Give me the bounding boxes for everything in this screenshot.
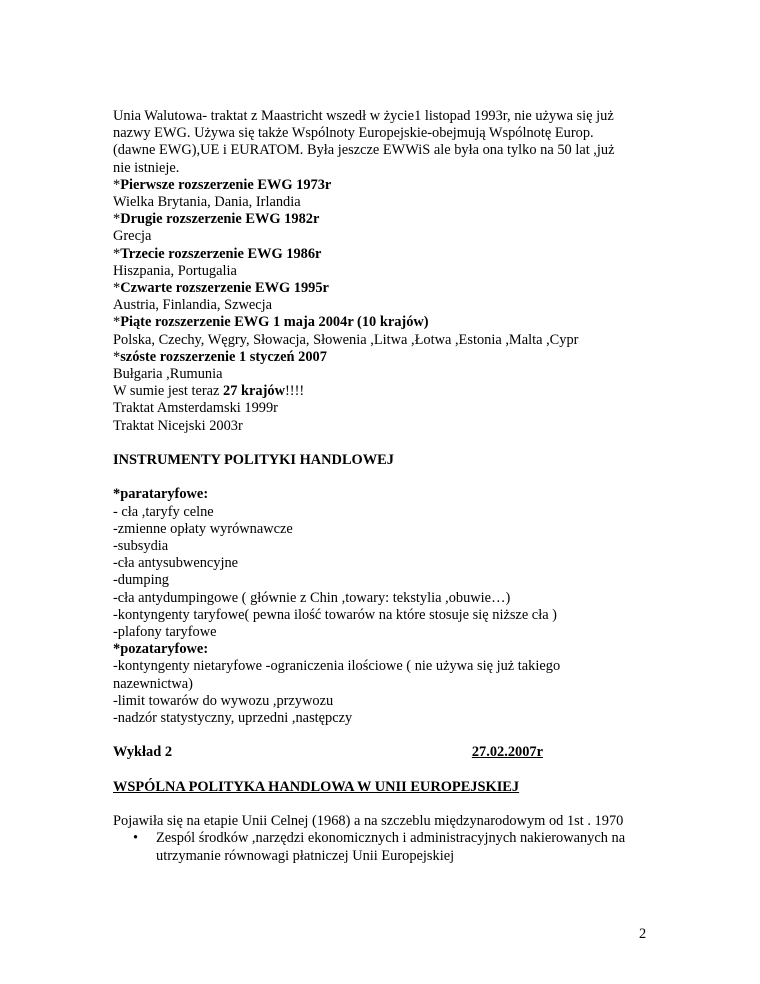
summary-line: W sumie jest teraz 27 krajów!!!! [113, 383, 305, 400]
document-page [113, 108, 653, 865]
para-item: - cła ,taryfy celne [113, 503, 214, 520]
enlargement-countries-1: Wielka Brytania, Dania, Irlandia [113, 194, 301, 211]
enlargement-countries-4: Austria, Finlandia, Szwecja [113, 297, 273, 314]
intro-line-1: Unia Walutowa- traktat z Maastricht wszedł w życie1 listopad 1993r, nie używa się już [113, 108, 614, 124]
intro-line-2: nazwy EWG. Używa się także Wspólnoty Europejskie-obejmują Wspólnotę Europ. [113, 125, 594, 142]
para-item: -cła antysubwencyjne [113, 555, 239, 572]
lecture-label: Wykład 2 [113, 744, 173, 761]
lecture-date: 27.02.2007r [471, 744, 543, 761]
bullet-icon: • [133, 830, 139, 847]
treaty-nice: Traktat Nicejski 2003r [113, 417, 243, 434]
para-item: -zmienne opłaty wyrównawcze [113, 520, 293, 537]
list-item [113, 830, 656, 864]
lecture-header [113, 744, 543, 761]
poza-item: -nadzór statystyczny, uprzedni ,następczy [113, 710, 353, 727]
enlargement-heading-4: *Czwarte rozszerzenie EWG 1995r [113, 280, 329, 297]
enlargement-heading-2: *Drugie rozszerzenie EWG 1982r [113, 211, 320, 228]
para-item: -cła antydumpingowe ( głównie z Chin ,towary: tekstylia ,obuwie…) [113, 589, 511, 606]
poza-item: -kontyngenty nietaryfowe -ograniczenia ilościowe ( nie używa się już takiego [113, 658, 561, 675]
treaty-amsterdam: Traktat Amsterdamski 1999r [113, 400, 278, 417]
pozataryfowe-heading: *pozataryfowe: [113, 641, 209, 658]
para-item: -dumping [113, 572, 169, 589]
enlargement-countries-3: Hiszpania, Portugalia [113, 262, 237, 279]
parataryfowe-heading: *parataryfowe: [113, 486, 209, 503]
enlargement-countries-6: Bułgaria ,Rumunia [113, 366, 223, 383]
page-number: 2 [639, 926, 647, 942]
para-item: -kontyngenty taryfowe( pewna ilość towarów na które stosuje się niższe cła ) [113, 606, 557, 623]
enlargement-countries-5: Polska, Czechy, Węgry, Słowacja, Słowenia ,Litwa ,Łotwa ,Estonia ,Malta ,Cypr [113, 331, 579, 348]
enlargement-heading-6: *szóste rozszerzenie 1 styczeń 2007 [113, 348, 327, 365]
section2-paragraph: Pojawiła się na etapie Unii Celnej (1968) a na szczeblu międzynarodowym od 1st . 1970 [113, 813, 624, 830]
intro-line-4: nie istnieje. [113, 159, 180, 176]
enlargement-heading-3: *Trzecie rozszerzenie EWG 1986r [113, 245, 322, 262]
enlargement-heading-1: *Pierwsze rozszerzenie EWG 1973r [113, 176, 332, 193]
intro-line-3: (dawne EWG),UE i EURATOM. Była jeszcze EWWiS ale była ona tylko na 50 lat ,już [113, 142, 615, 159]
section2-title: WSPÓLNA POLITYKA HANDLOWA W UNII EUROPEJSKIEJ [113, 778, 520, 795]
para-item: -plafony taryfowe [113, 624, 217, 641]
enlargement-countries-2: Grecja [113, 228, 152, 245]
bullet-text: Zespól środków ,narzędzi ekonomicznych i administracyjnych nakierowanych na utrzymanie równowagi płatniczej Unii Europejskiej [156, 830, 626, 864]
enlargement-heading-5: *Piąte rozszerzenie EWG 1 maja 2004r (10 krajów) [113, 314, 429, 331]
para-item: -subsydia [113, 538, 169, 555]
poza-item: -limit towarów do wywozu ,przywozu [113, 692, 334, 709]
instruments-title: INSTRUMENTY POLITYKI HANDLOWEJ [113, 452, 394, 469]
poza-item: nazewnictwa) [113, 675, 193, 692]
